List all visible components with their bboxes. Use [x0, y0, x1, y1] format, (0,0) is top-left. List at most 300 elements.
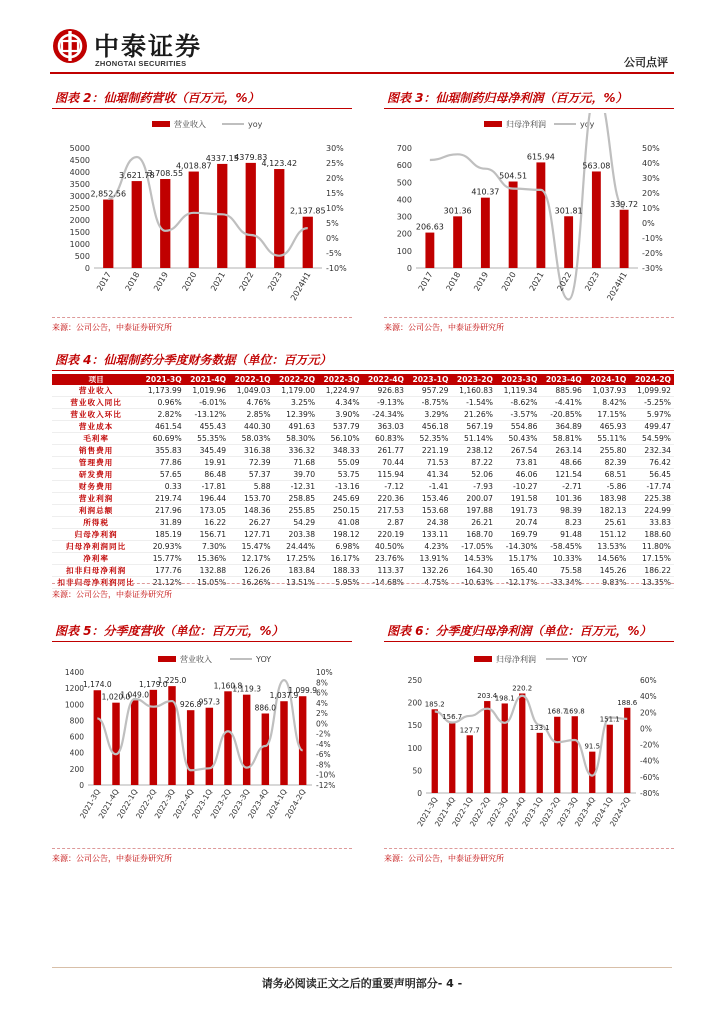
table-cell: 24.38 — [407, 517, 451, 529]
table-cell: 53.75 — [318, 469, 362, 481]
table-row — [52, 529, 674, 541]
table-cell: -4.41% — [540, 397, 584, 409]
fig6-quarterly-net-profit-chart — [384, 648, 674, 846]
table-cell: 5.88 — [229, 481, 273, 493]
table-cell: 126.26 — [229, 565, 273, 577]
table-cell: 87.22 — [451, 457, 495, 469]
table-cell: 13.35% — [629, 577, 674, 589]
table-cell: 224.99 — [629, 505, 674, 517]
x-axis-tick: 2021-3Q — [78, 787, 103, 821]
fig4-source-divider — [52, 583, 674, 584]
row-label: 管理费用 — [52, 457, 140, 469]
left-axis-tick: 800 — [69, 716, 84, 726]
bar-data-label: 127.7 — [459, 726, 480, 735]
table-cell: -17.74 — [629, 481, 674, 493]
bar-data-label: 220.2 — [512, 684, 533, 693]
table-cell: 197.88 — [451, 505, 495, 517]
left-axis-tick: 100 — [396, 246, 412, 256]
right-axis-tick: 30% — [326, 144, 344, 153]
x-axis-tick: 2022-3Q — [485, 795, 510, 829]
row-label: 归母净利润 — [52, 529, 140, 541]
table-cell: 220.36 — [363, 493, 407, 505]
bar — [280, 701, 287, 785]
left-axis-tick: 600 — [69, 732, 84, 742]
column-header-2023-2Q: 2023-2Q — [451, 374, 495, 385]
table-cell: 364.89 — [540, 421, 584, 433]
bar-data-label: 615.94 — [526, 152, 555, 162]
x-axis-tick: 2021 — [209, 270, 227, 293]
bar — [189, 172, 199, 268]
table-cell: -14.68% — [363, 577, 407, 589]
table-cell: 50.43% — [496, 433, 540, 445]
fig5-quarterly-revenue-chart — [52, 648, 352, 846]
table-cell: 56.10% — [318, 433, 362, 445]
row-label: 净利率 — [52, 553, 140, 565]
bar-data-label: 4,018.87 — [175, 161, 212, 171]
column-header-2021-3Q: 2021-3Q — [140, 374, 184, 385]
bar-data-label: 3,708.55 — [147, 168, 184, 178]
table-cell: 182.13 — [585, 505, 629, 517]
legend-bar-label: 营业收入 — [174, 120, 206, 129]
legend-bar-swatch — [484, 121, 502, 127]
table-cell: 153.70 — [229, 493, 273, 505]
legend-bar-swatch — [152, 121, 170, 127]
table-cell: 6.98% — [318, 541, 362, 553]
table-cell: 348.33 — [318, 445, 362, 457]
left-axis-tick: 0 — [79, 781, 84, 790]
table-cell: 31.89 — [140, 517, 184, 529]
table-cell: 113.37 — [363, 565, 407, 577]
table-cell: 60.83% — [363, 433, 407, 445]
left-axis-tick: 400 — [396, 195, 412, 205]
row-label: 扣非归母净利润同比 — [52, 577, 140, 589]
x-axis-tick: 2022-4Q — [502, 795, 527, 829]
table-cell: 261.77 — [363, 445, 407, 457]
bar — [303, 217, 313, 268]
column-header-2022-2Q: 2022-2Q — [274, 374, 318, 385]
table-cell: 16.22 — [185, 517, 229, 529]
right-axis-tick: 10% — [326, 204, 344, 213]
table-cell: 40.50% — [363, 541, 407, 553]
right-axis-tick: 10% — [316, 668, 333, 677]
table-cell: 121.54 — [540, 469, 584, 481]
legend-line-label: yoy — [248, 120, 263, 129]
bar-data-label: 301.36 — [443, 206, 472, 216]
table-cell: 3.25% — [274, 397, 318, 409]
table-cell: 238.12 — [451, 445, 495, 457]
table-row — [52, 397, 674, 409]
table-cell: 345.49 — [185, 445, 229, 457]
table-cell: 200.07 — [451, 493, 495, 505]
bar — [112, 703, 119, 785]
bar — [481, 198, 490, 268]
table-cell: -13.12% — [185, 409, 229, 421]
bar — [484, 701, 490, 793]
footer-disclaimer: 请务必阅读正文之后的重要声明部分 — [261, 977, 438, 990]
fig2-source-divider — [52, 317, 352, 318]
row-label: 营业收入环比 — [52, 409, 140, 421]
table-cell: -12.17% — [496, 577, 540, 589]
bar-data-label: 4337.15 — [205, 153, 239, 163]
table-cell: -9.13% — [363, 397, 407, 409]
table-cell: 54.29 — [274, 517, 318, 529]
right-axis-tick: 10% — [642, 204, 660, 213]
table-cell: 267.54 — [496, 445, 540, 457]
table-cell: 191.58 — [496, 493, 540, 505]
left-axis-tick: 4000 — [69, 168, 90, 177]
bar-data-label: 133.1 — [529, 723, 550, 732]
table-cell: 58.30% — [274, 433, 318, 445]
table-cell: 98.39 — [540, 505, 584, 517]
table-cell: 1,019.96 — [185, 385, 229, 397]
right-axis-tick: -6% — [316, 750, 331, 760]
right-axis-tick: 30% — [642, 174, 660, 183]
row-label: 营业收入 — [52, 385, 140, 397]
table-cell: -8.62% — [496, 397, 540, 409]
table-cell: 165.40 — [496, 565, 540, 577]
table-cell: 461.54 — [140, 421, 184, 433]
table-cell: 16.26% — [229, 577, 273, 589]
table-cell: 14.56% — [585, 553, 629, 565]
bar-data-label: 1,020.0 — [101, 692, 131, 702]
bar-data-label: 2,137.85 — [289, 206, 326, 216]
x-axis-tick: 2024H1 — [288, 270, 313, 303]
bar-data-label: 185.2 — [424, 700, 445, 709]
bar-data-label: 926.8 — [179, 700, 202, 710]
table-cell: 164.30 — [451, 565, 495, 577]
left-axis-tick: 4500 — [69, 156, 90, 165]
table-cell: -1.54% — [451, 397, 495, 409]
table-cell: 156.71 — [185, 529, 229, 541]
table-row — [52, 481, 674, 493]
table-cell: 2.85% — [229, 409, 273, 421]
row-label: 营业成本 — [52, 421, 140, 433]
table-cell: 168.70 — [451, 529, 495, 541]
bar-data-label: 1,049.0 — [120, 690, 149, 700]
bar — [519, 693, 525, 793]
table-cell: 86.48 — [185, 469, 229, 481]
x-axis-tick: 2021-3Q — [415, 795, 440, 829]
bar — [432, 709, 438, 793]
table-cell: 4.76% — [229, 397, 273, 409]
table-cell: 537.79 — [318, 421, 362, 433]
table-cell: 57.37 — [229, 469, 273, 481]
table-cell: 15.77% — [140, 553, 184, 565]
row-label: 归母净利润同比 — [52, 541, 140, 553]
x-axis-tick: 2022 — [237, 270, 256, 293]
table-cell: 132.26 — [407, 565, 451, 577]
table-cell: 20.93% — [140, 541, 184, 553]
legend-line-label: YOY — [572, 655, 588, 664]
right-axis-tick: -2% — [316, 729, 331, 739]
left-axis-tick: 600 — [396, 161, 412, 171]
table-cell: 188.60 — [629, 529, 674, 541]
x-axis-tick: 2024H1 — [605, 270, 629, 303]
table-cell: 13.51% — [274, 577, 318, 589]
right-axis-tick: 20% — [326, 174, 344, 183]
table-cell: 55.11% — [585, 433, 629, 445]
fig2-title: 图表 2：仙琚制药营收（百万元，%） — [52, 89, 352, 109]
table-cell: 957.29 — [407, 385, 451, 397]
table-cell: 48.66 — [540, 457, 584, 469]
column-header-2021-4Q: 2021-4Q — [185, 374, 229, 385]
x-axis-tick: 2023-2Q — [208, 787, 233, 821]
left-axis-tick: 50 — [412, 766, 422, 776]
page-header — [0, 0, 724, 80]
right-axis-tick: -10% — [642, 234, 663, 243]
bar-data-label: 156.7 — [442, 713, 463, 722]
table-cell: 17.25% — [274, 553, 318, 565]
table-cell: -3.57% — [496, 409, 540, 421]
table-cell: 58.81% — [540, 433, 584, 445]
bar-data-label: 4,123.42 — [261, 159, 298, 169]
bar-data-label: 563.08 — [582, 161, 611, 171]
bar-data-label: 1,099.9 — [288, 686, 317, 696]
bar — [537, 733, 543, 793]
bar-data-label: 1,037.9 — [269, 691, 299, 701]
x-axis-tick: 2022-2Q — [467, 795, 492, 829]
bar-data-label: 301.81 — [554, 206, 583, 216]
x-axis-tick: 2023 — [583, 270, 602, 293]
table-cell: 1,119.34 — [496, 385, 540, 397]
bar-data-label: 206.63 — [415, 222, 444, 232]
table-cell: -10.63% — [451, 577, 495, 589]
table-cell: 101.36 — [540, 493, 584, 505]
table-cell: 183.98 — [585, 493, 629, 505]
bar-data-label: 169.8 — [564, 707, 585, 716]
left-axis-tick: 1400 — [64, 668, 84, 677]
fig3-title: 图表 3：仙琚制药归母净利润（百万元，%） — [384, 89, 674, 109]
x-axis-tick: 2023-4Q — [572, 795, 597, 829]
column-header-2023-4Q: 2023-4Q — [540, 374, 584, 385]
bar — [132, 181, 142, 268]
table-cell: 183.84 — [274, 565, 318, 577]
right-axis-tick: -12% — [316, 781, 336, 790]
table-cell: 316.38 — [229, 445, 273, 457]
left-axis-tick: 1000 — [64, 700, 84, 710]
column-header-2024-1Q: 2024-1Q — [585, 374, 629, 385]
table-cell: 14.53% — [451, 553, 495, 565]
table-cell: 127.71 — [229, 529, 273, 541]
right-axis-tick: 0% — [642, 219, 655, 228]
right-axis-tick: -30% — [642, 264, 663, 273]
left-axis-tick: 2500 — [69, 204, 90, 213]
table-cell: 8.42% — [585, 397, 629, 409]
left-axis-tick: 250 — [407, 676, 422, 685]
table-cell: 23.76% — [363, 553, 407, 565]
table-cell: 185.19 — [140, 529, 184, 541]
table-cell: 219.74 — [140, 493, 184, 505]
table-cell: 41.34 — [407, 469, 451, 481]
right-axis-tick: -8% — [316, 760, 331, 770]
page-footer — [0, 975, 724, 991]
table-cell: -24.34% — [363, 409, 407, 421]
x-axis-tick: 2023-3Q — [227, 787, 252, 821]
fig4-source: 来源：公司公告，中泰证券研究所 — [52, 590, 172, 599]
x-axis-tick: 2017 — [416, 270, 435, 293]
row-label: 研发费用 — [52, 469, 140, 481]
x-axis-tick: 2021-4Q — [432, 795, 457, 829]
left-axis-tick: 100 — [407, 743, 422, 753]
table-cell: -20.85% — [540, 409, 584, 421]
x-axis-tick: 2022-2Q — [134, 787, 159, 821]
row-label: 毛利率 — [52, 433, 140, 445]
zhongtai-logo-icon — [52, 28, 88, 64]
table-row — [52, 421, 674, 433]
table-cell: 51.14% — [451, 433, 495, 445]
table-cell: 41.08 — [318, 517, 362, 529]
table-cell: 20.74 — [496, 517, 540, 529]
left-axis-tick: 300 — [396, 212, 412, 222]
table-cell: 26.21 — [451, 517, 495, 529]
left-axis-tick: 400 — [69, 748, 84, 758]
page-number: - 4 - — [437, 977, 463, 990]
table-cell: 2.82% — [140, 409, 184, 421]
table-cell: 71.68 — [274, 457, 318, 469]
table-cell: 133.11 — [407, 529, 451, 541]
table-cell: 198.12 — [318, 529, 362, 541]
x-axis-tick: 2023-4Q — [246, 787, 271, 821]
left-axis-tick: 5000 — [69, 144, 90, 153]
bar-data-label: 1,160.8 — [213, 681, 243, 691]
bar — [453, 216, 462, 268]
x-axis-tick: 2023-1Q — [520, 795, 545, 829]
right-axis-tick: 2% — [316, 709, 328, 719]
table-cell: 1,173.99 — [140, 385, 184, 397]
bar-data-label: 886.0 — [254, 703, 277, 713]
bar-data-label: 410.37 — [471, 187, 500, 197]
bar-data-label: 957.3 — [198, 697, 221, 707]
right-axis-tick: 25% — [326, 159, 344, 168]
table-cell: 3.90% — [318, 409, 362, 421]
table-cell: 10.33% — [540, 553, 584, 565]
fig6-title: 图表 6：分季度归母净利润（单位：百万元，%） — [384, 622, 674, 642]
right-axis-tick: -40% — [640, 756, 660, 766]
table-cell: 4.34% — [318, 397, 362, 409]
left-axis-tick: 0 — [84, 264, 90, 273]
table-cell: 258.85 — [274, 493, 318, 505]
table-cell: 71.53 — [407, 457, 451, 469]
legend-bar-label: 归母净利润 — [506, 120, 546, 129]
right-axis-tick: 50% — [642, 144, 660, 153]
x-axis-tick: 2023-2Q — [537, 795, 562, 829]
document-type: 公司点评 — [624, 56, 668, 69]
bar-data-label: 1,179.0 — [139, 679, 168, 689]
table-row — [52, 565, 674, 577]
table-cell: 250.15 — [318, 505, 362, 517]
table-cell: -8.75% — [407, 397, 451, 409]
right-axis-tick: 0% — [326, 234, 339, 243]
table-row — [52, 457, 674, 469]
right-axis-tick: 20% — [640, 708, 657, 718]
table-cell: -12.31 — [274, 481, 318, 493]
table-cell: 46.06 — [496, 469, 540, 481]
legend-line-label: YOY — [256, 655, 272, 664]
table-cell: -7.93 — [451, 481, 495, 493]
left-axis-tick: 200 — [396, 229, 412, 239]
right-axis-tick: 4% — [316, 698, 328, 708]
table-cell: -58.45% — [540, 541, 584, 553]
right-axis-tick: -4% — [316, 739, 331, 749]
table-cell: 554.86 — [496, 421, 540, 433]
row-label: 扣非归母净利润 — [52, 565, 140, 577]
table-cell: 7.30% — [185, 541, 229, 553]
right-axis-tick: 0% — [316, 719, 328, 729]
row-label: 营业收入同比 — [52, 397, 140, 409]
column-header-2022-3Q: 2022-3Q — [318, 374, 362, 385]
table-cell: 91.48 — [540, 529, 584, 541]
table-row — [52, 385, 674, 397]
quarterly-financial-table — [52, 374, 674, 589]
column-header-2023-3Q: 2023-3Q — [496, 374, 540, 385]
table-cell: 115.94 — [363, 469, 407, 481]
row-label: 所得税 — [52, 517, 140, 529]
table-cell: 455.43 — [185, 421, 229, 433]
x-axis-tick: 2023-3Q — [555, 795, 580, 829]
column-header-item: 项目 — [52, 374, 140, 385]
bar — [262, 713, 269, 785]
bar-data-label: 1,119.3 — [232, 684, 261, 694]
column-header-2022-4Q: 2022-4Q — [363, 374, 407, 385]
table-row — [52, 409, 674, 421]
column-header-2023-1Q: 2023-1Q — [407, 374, 451, 385]
left-axis-tick: 1000 — [69, 240, 90, 249]
table-cell: 39.70 — [274, 469, 318, 481]
table-cell: -2.71 — [540, 481, 584, 493]
table-cell: 221.19 — [407, 445, 451, 457]
table-cell: 52.06 — [451, 469, 495, 481]
bar — [160, 179, 170, 268]
bar-data-label: 2,852.56 — [90, 189, 127, 199]
row-label: 利润总额 — [52, 505, 140, 517]
bar — [467, 735, 473, 793]
bar — [564, 216, 573, 268]
x-axis-tick: 2024-1Q — [264, 787, 289, 821]
bar — [592, 171, 601, 268]
right-axis-tick: 5% — [326, 219, 339, 228]
table-cell: 173.05 — [185, 505, 229, 517]
footer-divider — [52, 967, 672, 968]
table-cell: 255.80 — [585, 445, 629, 457]
bar-data-label: 4379.83 — [234, 152, 268, 162]
table-cell: 1,224.97 — [318, 385, 362, 397]
x-axis-tick: 2020 — [180, 270, 199, 293]
right-axis-tick: -10% — [316, 770, 336, 780]
table-cell: 54.59% — [629, 433, 674, 445]
bar — [572, 716, 578, 793]
bar — [425, 233, 434, 268]
right-axis-tick: 6% — [316, 688, 328, 698]
table-row — [52, 517, 674, 529]
table-row — [52, 541, 674, 553]
x-axis-tick: 2021-4Q — [96, 787, 121, 821]
table-cell: 217.96 — [140, 505, 184, 517]
table-cell: 8.23 — [540, 517, 584, 529]
table-cell: 456.18 — [407, 421, 451, 433]
table-cell: 5.95% — [318, 577, 362, 589]
left-axis-tick: 3500 — [69, 180, 90, 189]
bar-data-label: 168.7 — [547, 707, 568, 716]
table-cell: 336.32 — [274, 445, 318, 457]
bar — [449, 722, 455, 793]
bar-data-label: 188.6 — [617, 698, 638, 707]
table-cell: 52.35% — [407, 433, 451, 445]
table-cell: -17.05% — [451, 541, 495, 553]
bar-data-label: 91.5 — [584, 742, 601, 751]
table-cell: 72.39 — [229, 457, 273, 469]
bar — [624, 708, 630, 793]
table-cell: 188.33 — [318, 565, 362, 577]
